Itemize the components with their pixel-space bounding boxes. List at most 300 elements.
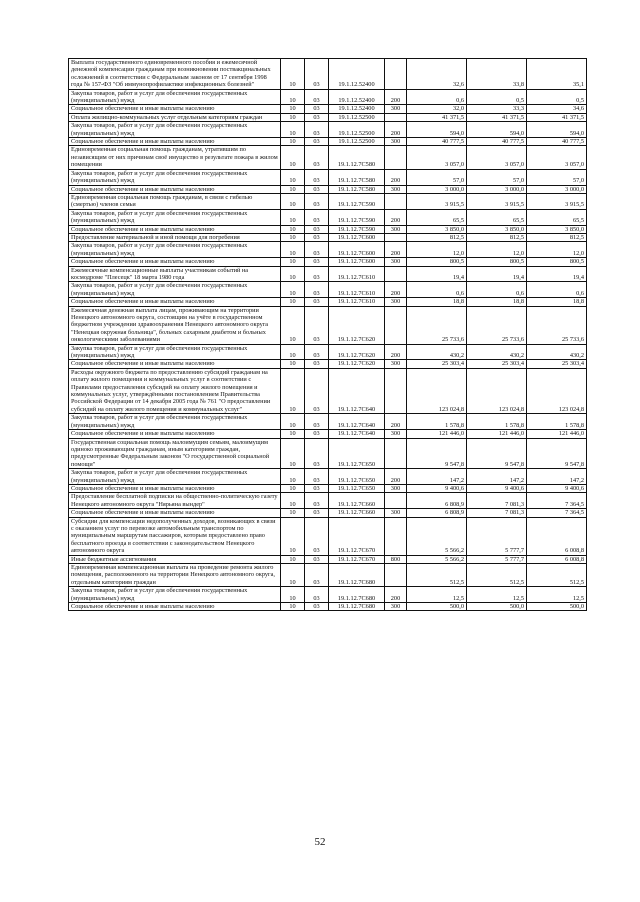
subsection-code-cell: 03	[305, 225, 329, 233]
amount-year3-cell: 500,0	[527, 603, 587, 611]
target-article-cell: 19.1.12.7C580	[329, 169, 385, 185]
target-article-cell: 19.1.12.7C650	[329, 484, 385, 492]
target-article-cell: 19.1.12.7C590	[329, 225, 385, 233]
row-name-cell: Закупка товаров, работ и услуг для обеспечения государственных (муниципальных) нужд	[69, 587, 281, 603]
row-name-cell: Закупка товаров, работ и услуг для обеспечения государственных (муниципальных) нужд	[69, 122, 281, 138]
amount-year3-cell: 3 057,0	[527, 146, 587, 169]
table-row	[69, 564, 587, 587]
expense-type-cell: 300	[385, 298, 407, 306]
section-code-cell: 10	[281, 266, 305, 282]
target-article-cell: 19.1.12.7C620	[329, 360, 385, 368]
table-row	[69, 209, 587, 225]
amount-year1-cell: 594,0	[407, 122, 467, 138]
amount-year1-cell: 512,5	[407, 564, 467, 587]
target-article-cell: 19.1.12.52500	[329, 122, 385, 138]
amount-year3-cell: 12,5	[527, 587, 587, 603]
amount-year3-cell: 25 303,4	[527, 360, 587, 368]
table-row	[69, 225, 587, 233]
row-name-cell: Социальное обеспечение и иные выплаты населению	[69, 603, 281, 611]
row-name-cell: Ежемесячные компенсационные выплаты участникам событий на космодроме "Плесецк" 18 марта 1980 года	[69, 266, 281, 282]
row-name-cell: Социальное обеспечение и иные выплаты населению	[69, 225, 281, 233]
subsection-code-cell: 03	[305, 603, 329, 611]
table-row	[69, 122, 587, 138]
amount-year1-cell: 430,2	[407, 344, 467, 360]
expense-type-cell	[385, 493, 407, 509]
amount-year3-cell: 6 008,8	[527, 517, 587, 555]
target-article-cell: 19.1.12.52400	[329, 59, 385, 90]
amount-year3-cell: 12,0	[527, 242, 587, 258]
table-row	[69, 233, 587, 241]
section-code-cell: 10	[281, 209, 305, 225]
amount-year1-cell: 6 808,9	[407, 493, 467, 509]
table-row	[69, 105, 587, 113]
amount-year2-cell: 430,2	[467, 344, 527, 360]
table-row	[69, 298, 587, 306]
expense-type-cell	[385, 564, 407, 587]
table-row	[69, 509, 587, 517]
subsection-code-cell: 03	[305, 430, 329, 438]
subsection-code-cell: 03	[305, 193, 329, 209]
amount-year2-cell: 1 578,8	[467, 414, 527, 430]
amount-year3-cell: 3 850,0	[527, 225, 587, 233]
expense-type-cell: 300	[385, 509, 407, 517]
section-code-cell: 10	[281, 306, 305, 344]
target-article-cell: 19.1.12.7C670	[329, 517, 385, 555]
amount-year3-cell: 121 446,0	[527, 430, 587, 438]
expense-type-cell	[385, 368, 407, 413]
section-code-cell: 10	[281, 185, 305, 193]
row-name-cell: Субсидии для компенсации недополученных доходов, возникающих в связи с оказанием услуг по перевозке автомобильным транспортом по муниципальным маршрутам пассажиров, которым предоставлено право бесплатного проезда в соответствии с законодательством Ненецкого автономного округа	[69, 517, 281, 555]
amount-year3-cell: 0,5	[527, 89, 587, 105]
table-row	[69, 146, 587, 169]
row-name-cell: Выплата государственного единовременного пособия и ежемесячной денежной компенсации гражданам при возникновении поствакцинальных осложнений в соответствии с Федеральным законом от 17 сентября 1998 года № 157-ФЗ "Об иммунопрофилактике инфекционных болезней"	[69, 59, 281, 90]
expense-type-cell	[385, 306, 407, 344]
amount-year2-cell: 25 303,4	[467, 360, 527, 368]
expense-type-cell: 300	[385, 603, 407, 611]
table-row	[69, 242, 587, 258]
row-name-cell: Социальное обеспечение и иные выплаты населению	[69, 258, 281, 266]
amount-year2-cell: 0,5	[467, 89, 527, 105]
section-code-cell: 10	[281, 555, 305, 563]
target-article-cell: 19.1.12.7C590	[329, 209, 385, 225]
target-article-cell: 19.1.12.7C610	[329, 282, 385, 298]
amount-year2-cell: 594,0	[467, 122, 527, 138]
expense-type-cell: 200	[385, 242, 407, 258]
amount-year1-cell: 32,0	[407, 105, 467, 113]
subsection-code-cell: 03	[305, 105, 329, 113]
row-name-cell: Социальное обеспечение и иные выплаты населению	[69, 430, 281, 438]
amount-year2-cell: 5 777,7	[467, 517, 527, 555]
amount-year2-cell: 123 024,8	[467, 368, 527, 413]
section-code-cell: 10	[281, 146, 305, 169]
amount-year2-cell: 7 081,3	[467, 493, 527, 509]
section-code-cell: 10	[281, 59, 305, 90]
section-code-cell: 10	[281, 138, 305, 146]
amount-year1-cell: 147,2	[407, 469, 467, 485]
amount-year3-cell: 0,6	[527, 282, 587, 298]
amount-year2-cell: 7 081,3	[467, 509, 527, 517]
subsection-code-cell: 03	[305, 517, 329, 555]
table-row	[69, 555, 587, 563]
amount-year3-cell: 6 008,8	[527, 555, 587, 563]
amount-year1-cell: 0,6	[407, 282, 467, 298]
amount-year1-cell: 9 547,8	[407, 438, 467, 469]
section-code-cell: 10	[281, 233, 305, 241]
amount-year1-cell: 1 578,8	[407, 414, 467, 430]
amount-year3-cell: 512,5	[527, 564, 587, 587]
table-row	[69, 517, 587, 555]
amount-year2-cell: 41 371,5	[467, 113, 527, 121]
subsection-code-cell: 03	[305, 169, 329, 185]
amount-year3-cell: 3 915,5	[527, 193, 587, 209]
amount-year2-cell: 512,5	[467, 564, 527, 587]
amount-year1-cell: 3 000,0	[407, 185, 467, 193]
amount-year1-cell: 12,0	[407, 242, 467, 258]
expense-type-cell	[385, 517, 407, 555]
subsection-code-cell: 03	[305, 438, 329, 469]
amount-year2-cell: 12,5	[467, 587, 527, 603]
amount-year1-cell: 3 850,0	[407, 225, 467, 233]
amount-year2-cell: 65,5	[467, 209, 527, 225]
expense-type-cell	[385, 113, 407, 121]
expense-type-cell: 300	[385, 185, 407, 193]
table-row	[69, 438, 587, 469]
target-article-cell: 19.1.12.7C670	[329, 555, 385, 563]
amount-year2-cell: 9 547,8	[467, 438, 527, 469]
table-row	[69, 258, 587, 266]
section-code-cell: 10	[281, 193, 305, 209]
row-name-cell: Оплата жилищно-коммунальных услуг отдельным категориям граждан	[69, 113, 281, 121]
target-article-cell: 19.1.12.7C600	[329, 233, 385, 241]
subsection-code-cell: 03	[305, 298, 329, 306]
section-code-cell: 10	[281, 587, 305, 603]
target-article-cell: 19.1.12.52400	[329, 105, 385, 113]
section-code-cell: 10	[281, 438, 305, 469]
subsection-code-cell: 03	[305, 209, 329, 225]
amount-year2-cell: 500,0	[467, 603, 527, 611]
row-name-cell: Государственная социальная помощь малоимущим семьям, малоимущим одиноко проживающим гражданам, иным категориям граждан, предусмотренные Федеральным законом "О государственной социальной помощи"	[69, 438, 281, 469]
amount-year1-cell: 12,5	[407, 587, 467, 603]
amount-year3-cell: 7 364,5	[527, 509, 587, 517]
expense-type-cell	[385, 59, 407, 90]
amount-year3-cell: 594,0	[527, 122, 587, 138]
subsection-code-cell: 03	[305, 282, 329, 298]
subsection-code-cell: 03	[305, 587, 329, 603]
row-name-cell: Закупка товаров, работ и услуг для обеспечения государственных (муниципальных) нужд	[69, 89, 281, 105]
amount-year2-cell: 12,0	[467, 242, 527, 258]
expense-type-cell: 200	[385, 209, 407, 225]
row-name-cell: Закупка товаров, работ и услуг для обеспечения государственных (муниципальных) нужд	[69, 469, 281, 485]
target-article-cell: 19.1.12.7C620	[329, 344, 385, 360]
section-code-cell: 10	[281, 509, 305, 517]
row-name-cell: Расходы окружного бюджета по предоставлению субсидий гражданам на оплату жилого помещения и коммунальных услуг в соответствии с Правилами предоставления субсидий на оплату жилого помещения и коммунальных услуг, утверждёнными постановлением Правительства Российской Федерации от 14 декабря 2005 года № 761 "О предоставлении субсидий на оплату жилого помещения и коммунальных услуг"	[69, 368, 281, 413]
amount-year1-cell: 5 566,2	[407, 517, 467, 555]
amount-year2-cell: 3 000,0	[467, 185, 527, 193]
amount-year3-cell: 9 400,6	[527, 484, 587, 492]
row-name-cell: Ежемесячная денежная выплата лицам, проживающим на территории Ненецкого автономного округа, состоящим на учёте в государственном бюджетном учреждении здравоохранения Ненецкого автономного округа "Ненецкая окружная больница", больных сахарным диабетом и больных онкологическими заболеваниями	[69, 306, 281, 344]
target-article-cell: 19.1.12.7C610	[329, 266, 385, 282]
section-code-cell: 10	[281, 368, 305, 413]
row-name-cell: Закупка товаров, работ и услуг для обеспечения государственных (муниципальных) нужд	[69, 242, 281, 258]
amount-year3-cell: 18,8	[527, 298, 587, 306]
amount-year3-cell: 19,4	[527, 266, 587, 282]
expense-type-cell: 300	[385, 258, 407, 266]
table-row	[69, 306, 587, 344]
subsection-code-cell: 03	[305, 555, 329, 563]
amount-year3-cell: 430,2	[527, 344, 587, 360]
section-code-cell: 10	[281, 469, 305, 485]
section-code-cell: 10	[281, 122, 305, 138]
amount-year1-cell: 6 808,9	[407, 509, 467, 517]
table-row	[69, 587, 587, 603]
amount-year1-cell: 65,5	[407, 209, 467, 225]
table-row	[69, 603, 587, 611]
target-article-cell: 19.1.12.7C650	[329, 438, 385, 469]
table-row	[69, 169, 587, 185]
expense-type-cell: 200	[385, 169, 407, 185]
section-code-cell: 10	[281, 564, 305, 587]
amount-year1-cell: 5 566,2	[407, 555, 467, 563]
amount-year3-cell: 35,1	[527, 59, 587, 90]
row-name-cell: Социальное обеспечение и иные выплаты населению	[69, 298, 281, 306]
table-row	[69, 193, 587, 209]
table-row	[69, 89, 587, 105]
expense-type-cell	[385, 438, 407, 469]
amount-year3-cell: 800,5	[527, 258, 587, 266]
expense-type-cell: 300	[385, 105, 407, 113]
row-name-cell: Социальное обеспечение и иные выплаты населению	[69, 138, 281, 146]
subsection-code-cell: 03	[305, 368, 329, 413]
amount-year1-cell: 41 371,5	[407, 113, 467, 121]
subsection-code-cell: 03	[305, 509, 329, 517]
amount-year2-cell: 33,8	[467, 59, 527, 90]
subsection-code-cell: 03	[305, 233, 329, 241]
table-row	[69, 344, 587, 360]
expense-type-cell: 200	[385, 414, 407, 430]
subsection-code-cell: 03	[305, 469, 329, 485]
page-number: 52	[314, 836, 326, 848]
section-code-cell: 10	[281, 430, 305, 438]
table-row	[69, 113, 587, 121]
section-code-cell: 10	[281, 493, 305, 509]
target-article-cell: 19.1.12.7C600	[329, 242, 385, 258]
amount-year2-cell: 40 777,5	[467, 138, 527, 146]
amount-year3-cell: 41 371,5	[527, 113, 587, 121]
expense-type-cell: 300	[385, 360, 407, 368]
table-row	[69, 266, 587, 282]
amount-year2-cell: 18,8	[467, 298, 527, 306]
target-article-cell: 19.1.12.52500	[329, 113, 385, 121]
table-row	[69, 360, 587, 368]
amount-year2-cell: 3 057,0	[467, 146, 527, 169]
amount-year2-cell: 5 777,7	[467, 555, 527, 563]
amount-year3-cell: 9 547,8	[527, 438, 587, 469]
row-name-cell: Социальное обеспечение и иные выплаты населению	[69, 360, 281, 368]
subsection-code-cell: 03	[305, 564, 329, 587]
target-article-cell: 19.1.12.7C620	[329, 306, 385, 344]
section-code-cell: 10	[281, 225, 305, 233]
section-code-cell: 10	[281, 113, 305, 121]
amount-year1-cell: 32,6	[407, 59, 467, 90]
subsection-code-cell: 03	[305, 146, 329, 169]
target-article-cell: 19.1.12.7C580	[329, 146, 385, 169]
row-name-cell: Социальное обеспечение и иные выплаты населению	[69, 105, 281, 113]
target-article-cell: 19.1.12.52400	[329, 89, 385, 105]
target-article-cell: 19.1.12.7C680	[329, 564, 385, 587]
subsection-code-cell: 03	[305, 122, 329, 138]
expense-type-cell: 200	[385, 469, 407, 485]
amount-year1-cell: 812,5	[407, 233, 467, 241]
amount-year3-cell: 7 364,5	[527, 493, 587, 509]
amount-year1-cell: 800,5	[407, 258, 467, 266]
section-code-cell: 10	[281, 344, 305, 360]
amount-year1-cell: 25 733,6	[407, 306, 467, 344]
table-body	[69, 59, 587, 611]
amount-year1-cell: 25 303,4	[407, 360, 467, 368]
amount-year2-cell: 19,4	[467, 266, 527, 282]
subsection-code-cell: 03	[305, 493, 329, 509]
amount-year1-cell: 0,6	[407, 89, 467, 105]
amount-year2-cell: 147,2	[467, 469, 527, 485]
amount-year2-cell: 25 733,6	[467, 306, 527, 344]
amount-year2-cell: 121 446,0	[467, 430, 527, 438]
expense-type-cell	[385, 193, 407, 209]
amount-year2-cell: 812,5	[467, 233, 527, 241]
table-row	[69, 469, 587, 485]
row-name-cell: Социальное обеспечение и иные выплаты населению	[69, 484, 281, 492]
amount-year1-cell: 500,0	[407, 603, 467, 611]
row-name-cell: Закупка товаров, работ и услуг для обеспечения государственных (муниципальных) нужд	[69, 344, 281, 360]
amount-year1-cell: 18,8	[407, 298, 467, 306]
expense-type-cell: 200	[385, 89, 407, 105]
row-name-cell: Социальное обеспечение и иные выплаты населению	[69, 185, 281, 193]
section-code-cell: 10	[281, 603, 305, 611]
target-article-cell: 19.1.12.7C600	[329, 258, 385, 266]
target-article-cell: 19.1.12.7C610	[329, 298, 385, 306]
row-name-cell: Единовременная социальная помощь гражданам, утратившим по независящим от них причинам своё имущество в результате пожара в жилом помещении	[69, 146, 281, 169]
table-row	[69, 484, 587, 492]
row-name-cell: Единовременная компенсационная выплата на проведение ремонта жилого помещения, расположенного на территории Ненецкого автономного округа, отдельным категориям граждан	[69, 564, 281, 587]
expense-type-cell: 200	[385, 344, 407, 360]
expense-type-cell: 300	[385, 430, 407, 438]
amount-year1-cell: 9 400,6	[407, 484, 467, 492]
target-article-cell: 19.1.12.7C640	[329, 368, 385, 413]
section-code-cell: 10	[281, 414, 305, 430]
expense-type-cell	[385, 233, 407, 241]
subsection-code-cell: 03	[305, 414, 329, 430]
section-code-cell: 10	[281, 360, 305, 368]
section-code-cell: 10	[281, 282, 305, 298]
row-name-cell: Предоставление бесплатной подписки на общественно-политическую газету Ненецкого автономного округа "Нярьяна вындер"	[69, 493, 281, 509]
section-code-cell: 10	[281, 169, 305, 185]
row-name-cell: Единовременная социальная помощь гражданам, в связи с гибелью (смертью) членов семьи	[69, 193, 281, 209]
target-article-cell: 19.1.12.7C650	[329, 469, 385, 485]
amount-year3-cell: 123 024,8	[527, 368, 587, 413]
row-name-cell: Закупка товаров, работ и услуг для обеспечения государственных (муниципальных) нужд	[69, 169, 281, 185]
amount-year3-cell: 57,0	[527, 169, 587, 185]
subsection-code-cell: 03	[305, 258, 329, 266]
amount-year2-cell: 0,6	[467, 282, 527, 298]
amount-year1-cell: 19,4	[407, 266, 467, 282]
table-row	[69, 430, 587, 438]
amount-year3-cell: 3 000,0	[527, 185, 587, 193]
budget-table	[68, 58, 587, 611]
amount-year2-cell: 3 850,0	[467, 225, 527, 233]
table-row	[69, 138, 587, 146]
amount-year1-cell: 121 446,0	[407, 430, 467, 438]
table-row	[69, 282, 587, 298]
target-article-cell: 19.1.12.7C660	[329, 509, 385, 517]
subsection-code-cell: 03	[305, 306, 329, 344]
section-code-cell: 10	[281, 298, 305, 306]
amount-year2-cell: 57,0	[467, 169, 527, 185]
target-article-cell: 19.1.12.7C590	[329, 193, 385, 209]
target-article-cell: 19.1.12.7C680	[329, 587, 385, 603]
amount-year3-cell: 40 777,5	[527, 138, 587, 146]
amount-year3-cell: 25 733,6	[527, 306, 587, 344]
expense-type-cell	[385, 266, 407, 282]
amount-year1-cell: 3 915,5	[407, 193, 467, 209]
subsection-code-cell: 03	[305, 185, 329, 193]
amount-year1-cell: 3 057,0	[407, 146, 467, 169]
target-article-cell: 19.1.12.7C580	[329, 185, 385, 193]
subsection-code-cell: 03	[305, 484, 329, 492]
amount-year2-cell: 9 400,6	[467, 484, 527, 492]
expense-type-cell	[385, 146, 407, 169]
amount-year1-cell: 57,0	[407, 169, 467, 185]
row-name-cell: Социальное обеспечение и иные выплаты населению	[69, 509, 281, 517]
subsection-code-cell: 03	[305, 344, 329, 360]
subsection-code-cell: 03	[305, 113, 329, 121]
expense-type-cell: 800	[385, 555, 407, 563]
section-code-cell: 10	[281, 105, 305, 113]
table-row	[69, 368, 587, 413]
subsection-code-cell: 03	[305, 89, 329, 105]
amount-year3-cell: 34,6	[527, 105, 587, 113]
amount-year3-cell: 1 578,8	[527, 414, 587, 430]
subsection-code-cell: 03	[305, 138, 329, 146]
section-code-cell: 10	[281, 89, 305, 105]
subsection-code-cell: 03	[305, 360, 329, 368]
expense-type-cell: 200	[385, 122, 407, 138]
subsection-code-cell: 03	[305, 242, 329, 258]
amount-year1-cell: 40 777,5	[407, 138, 467, 146]
table-row	[69, 414, 587, 430]
subsection-code-cell: 03	[305, 59, 329, 90]
row-name-cell: Предоставление материальной и иной помощи для погребения	[69, 233, 281, 241]
target-article-cell: 19.1.12.52500	[329, 138, 385, 146]
amount-year1-cell: 123 024,8	[407, 368, 467, 413]
table-row	[69, 493, 587, 509]
amount-year3-cell: 812,5	[527, 233, 587, 241]
row-name-cell: Закупка товаров, работ и услуг для обеспечения государственных (муниципальных) нужд	[69, 414, 281, 430]
section-code-cell: 10	[281, 484, 305, 492]
amount-year2-cell: 33,3	[467, 105, 527, 113]
row-name-cell: Иные бюджетные ассигнования	[69, 555, 281, 563]
amount-year3-cell: 65,5	[527, 209, 587, 225]
expense-type-cell: 200	[385, 282, 407, 298]
subsection-code-cell: 03	[305, 266, 329, 282]
target-article-cell: 19.1.12.7C640	[329, 430, 385, 438]
table-row	[69, 185, 587, 193]
amount-year3-cell: 147,2	[527, 469, 587, 485]
row-name-cell: Закупка товаров, работ и услуг для обеспечения государственных (муниципальных) нужд	[69, 282, 281, 298]
expense-type-cell: 300	[385, 484, 407, 492]
expense-type-cell: 300	[385, 225, 407, 233]
expense-type-cell: 200	[385, 587, 407, 603]
section-code-cell: 10	[281, 258, 305, 266]
target-article-cell: 19.1.12.7C680	[329, 603, 385, 611]
